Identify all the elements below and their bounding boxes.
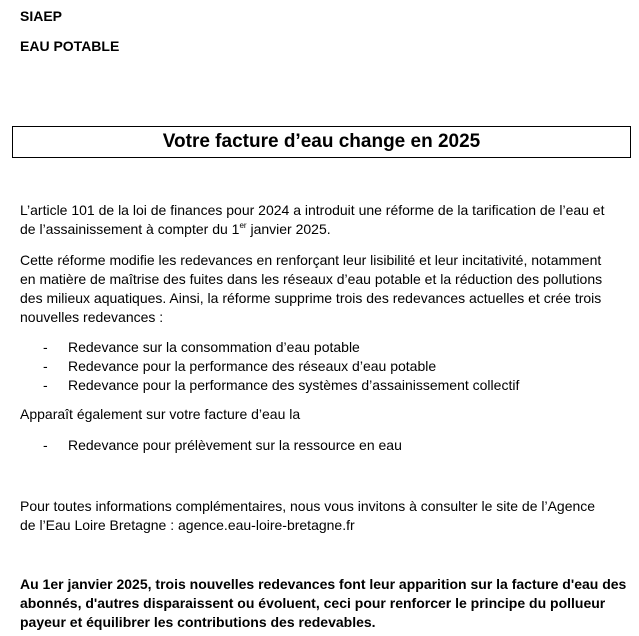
document-title: Votre facture d’eau change en 2025 (162, 131, 481, 152)
paragraph-line: Au 1er janvier 2025, trois nouvelles redevances font leur apparition sur la facture d'eau des (20, 576, 627, 592)
list-bullet: - (43, 377, 48, 393)
line-text: janvier 2025. (246, 221, 331, 237)
organization-name: SIAEP (20, 8, 63, 24)
paragraph-also-appears (20, 405, 628, 424)
also-fees-list (0, 436, 639, 455)
paragraph-line: des milieux aquatiques. Ainsi, la réforme supprime trois des redevances actuelles et crée trois (20, 290, 602, 306)
list-bullet: - (43, 339, 48, 355)
paragraph-line (20, 220, 628, 239)
list-item-text: Redevance sur la consommation d’eau potable (68, 339, 360, 355)
paragraph-more-info (20, 497, 628, 535)
title-box (12, 126, 631, 158)
list-bullet: - (43, 358, 48, 374)
paragraph-line: nouvelles redevances : (20, 309, 164, 325)
paragraph-line: Pour toutes informations complémentaires, nous vous invitons à consulter le site de l’Agence (20, 498, 596, 514)
organization-department: EAU POTABLE (20, 38, 120, 54)
new-fees-list (0, 338, 639, 395)
paragraph-line: Cette réforme modifie les redevances en renforçant leur lisibilité et leur incitativité, notamment (20, 252, 602, 268)
paragraph-line: payeur et équilibrer les contributions des redevables. (20, 614, 376, 630)
paragraph-reform-details (20, 251, 628, 327)
paragraph-line: en matière de maîtrise des fuites dans les réseaux d’eau potable et la réduction des pollutions (20, 271, 603, 287)
paragraph-line: de l’Eau Loire Bretagne : agence.eau-loire-bretagne.fr (20, 517, 355, 533)
list-item (0, 436, 639, 455)
list-item-text: Redevance pour prélèvement sur la ressource en eau (68, 437, 402, 453)
paragraph-line: abonnés, d'autres disparaissent ou évoluent, ceci pour renforcer le principe du pollueur (20, 595, 606, 611)
list-bullet: - (43, 437, 48, 453)
list-item-text: Redevance pour la performance des systèmes d’assainissement collectif (68, 377, 520, 393)
paragraph-line: Apparaît également sur votre facture d’eau la (20, 406, 301, 422)
list-item-text: Redevance pour la performance des réseaux d’eau potable (68, 358, 437, 374)
paragraph-line: L’article 101 de la loi de finances pour 2024 a introduit une réforme de la tarification de l’eau et (20, 202, 605, 218)
paragraph-summary-bold (20, 575, 628, 632)
paragraph-reform-intro (20, 201, 628, 239)
line-text: de l’assainissement à compter du 1 (20, 221, 240, 237)
list-item (0, 357, 639, 376)
list-item (0, 376, 639, 395)
ordinal-superscript: er (239, 221, 247, 230)
list-item (0, 338, 639, 357)
